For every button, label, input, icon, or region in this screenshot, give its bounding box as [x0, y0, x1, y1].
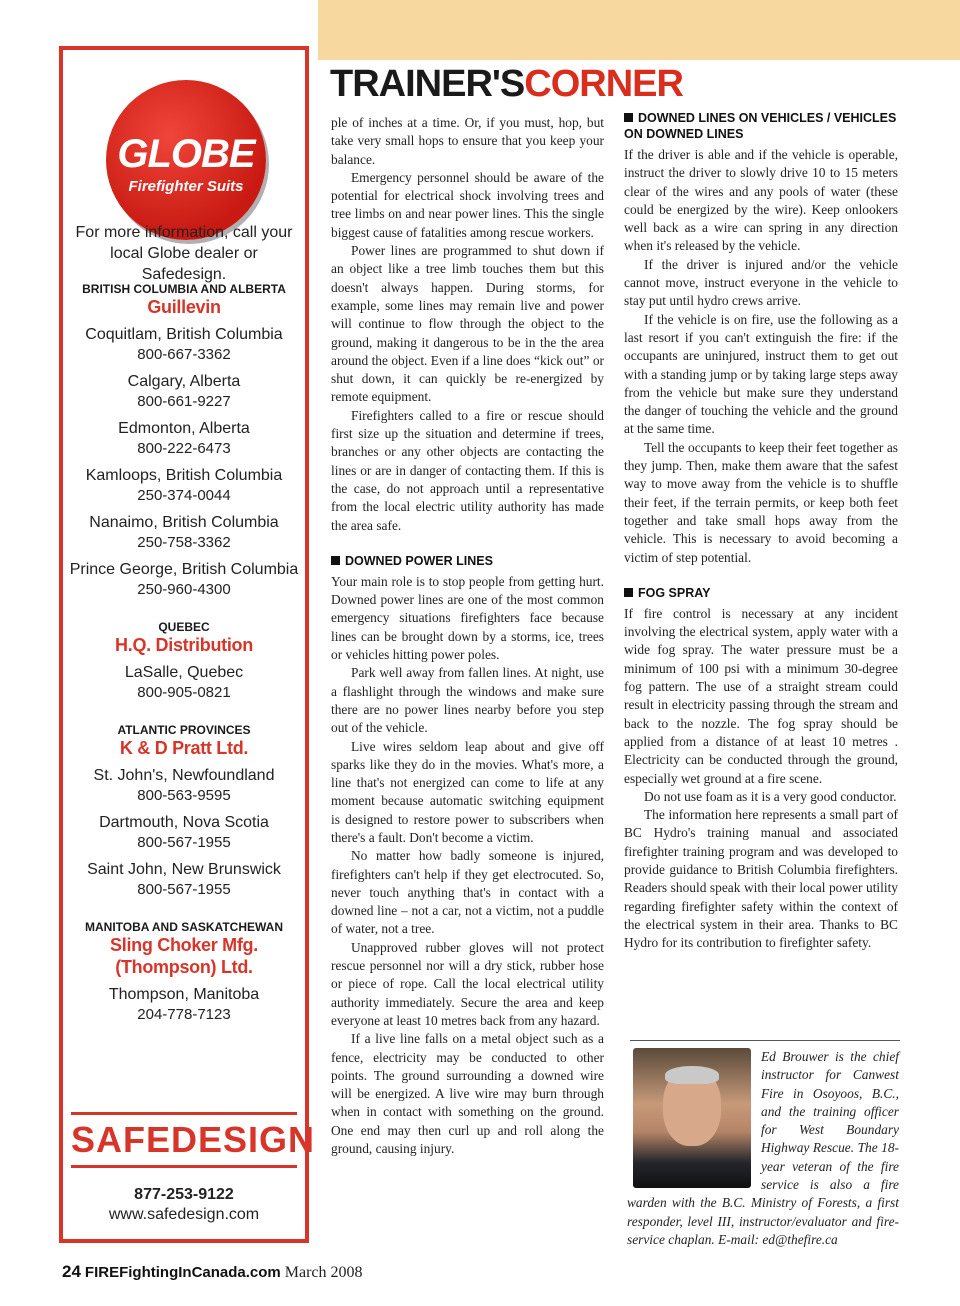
dealer-phone: 800-222-6473 — [137, 440, 231, 457]
section-heading — [330, 62, 683, 106]
paragraph: Live wires seldom leap about and give off sparks like they do in the movies. What's more, a line that's not energized can come to life at any moment because automatic switching equipment is designed to restore power to subscribers when there's a fault. Don't become a victim. — [331, 738, 604, 845]
dealer-city: Coquitlam, British Columbia — [85, 326, 283, 343]
paragraph: If fire control is necessary at any incident involving the electrical system, apply water with a wide fog spray. The water pressure must be a minimum of 100 psi with a minimum 30-degree fog pattern. The use of a straight stream could result in electricity passing through the stream and back to the nozzle. The fog spray should be applied from a distance of at least 10 metres . Electricity can be conducted through the ground, especially wet ground at a fire scene. — [624, 605, 898, 786]
paragraph: Emergency personnel should be aware of the potential for electrical shock involving trees and tree limbs on and near power lines. This the single biggest cause of fatalities among rescue workers. — [331, 169, 604, 240]
dealer-phone: 800-567-1955 — [137, 881, 231, 898]
header-color-band — [318, 0, 960, 60]
subheading-downed-lines-vehicles: DOWNED LINES ON VEHICLES / VEHICLES ON DOWNED LINES — [624, 111, 897, 141]
dealer-city: Edmonton, Alberta — [118, 420, 250, 437]
paragraph: Firefighters called to a fire or rescue should first size up the situation and determine if trees, branches or any other objects are contacting the lines or are in danger of contacting them. If this is the case, do not approach until a representative from the local electric utility authority has made the area safe. — [331, 407, 604, 533]
dealer-region — [67, 620, 301, 703]
subheading-fog-spray: FOG SPRAY — [624, 585, 898, 601]
dealer-region — [67, 282, 301, 600]
heading-trainers: TRAINER'S — [330, 63, 525, 105]
dealer-city: Saint John, New Brunswick — [87, 861, 281, 878]
dealer-name: Guillevin — [147, 297, 221, 317]
bio-divider — [630, 1040, 900, 1041]
paragraph: The information here represents a small part of BC Hydro's training manual and associated firefighter training program and was developed to provide guidance to British Columbia firefighters. Readers should speak with their local power utility regarding firefighter safety within the context of the electrical system in their area. Thanks to BC Hydro for its contribution to firefighter safety. — [624, 807, 898, 951]
dealer-city: St. John's, Newfoundland — [93, 767, 275, 784]
dealer-phone: 800-661-9227 — [137, 393, 231, 410]
heading-corner: CORNER — [524, 63, 683, 105]
page-number: 24 — [62, 1262, 81, 1281]
globe-logo-subtitle: Firefighter Suits — [128, 178, 244, 195]
dealer-name: K & D Pratt Ltd. — [119, 738, 249, 758]
paragraph: If the driver is able and if the vehicle is operable, instruct the driver to slowly drive 10 to 15 meters clear of the wires and any pools of water (these could be energized by the wire). Keep onlookers well back as a wire can spring in any direction when it's released by the vehicle. — [624, 147, 898, 254]
paragraph: Power lines are programmed to shut down if an object like a tree limb touches them but this doesn't always happen. During storms, for example, some lines may remain live and power will continue to flow through the object to the ground, making it dangerous to be in the the area around the object. Even if a line does “kick out” or shut down, it can quickly be re-energized by remote equipment. — [331, 243, 604, 405]
dealer-phone: 800-905-0821 — [137, 684, 231, 701]
article-column-1 — [331, 114, 604, 1158]
footer-site: FIREFightingInCanada.com — [84, 1264, 281, 1281]
globe-safedesign-advertisement — [59, 46, 316, 1243]
subheading-downed-power-lines: DOWNED POWER LINES — [331, 553, 604, 569]
ad-phone: 877-253-9122 — [134, 1186, 234, 1203]
paragraph: If a live line falls on a metal object such as a fence, electricity may be conducted to other points. The ground surrounding a downed wire will be energized. A live wire may burn through when in contact with something on the ground. One end may then curl up and roll along the ground, causing injury. — [331, 1031, 604, 1157]
dealer-phone: 250-758-3362 — [137, 534, 231, 551]
globe-logo-word: GLOBE — [117, 132, 255, 176]
footer-date: March 2008 — [284, 1264, 363, 1281]
author-bio-text: Ed Brouwer is the chief instructor for Canwest Fire in Osoyoos, B.C., and the training officer for West Boundary Highway Rescue. The 18-year veteran of the fire service is also a fire warden with the B.C. Ministry of Forests, a first responder, level III, instructor/evaluator and fire-service chaplan. E-mail: ed@thefire.ca — [627, 1049, 899, 1247]
safedesign-logo: SAFEDESIGN — [71, 1112, 297, 1168]
region-name: BRITISH COLUMBIA AND ALBERTA — [82, 282, 286, 296]
dealer-phone: 250-960-4300 — [137, 581, 231, 598]
paragraph: No matter how badly someone is injured, firefighters can't help if they get electrocuted. So, never touch anything that's in contact with a downed line – not a car, not a victim, not a puddle of water, not a tree. — [331, 848, 604, 937]
paragraph: Park well away from fallen lines. At night, use a flashlight through the windows and make sure there are no power lines nearby before you step out of the vehicle. — [331, 665, 604, 736]
region-name: ATLANTIC PROVINCES — [117, 723, 251, 737]
dealer-phone: 800-667-3362 — [137, 346, 231, 363]
paragraph: Tell the occupants to keep their feet together as they jump. Then, make them aware that the safest way to move away from the vehicle is to shuffle their feet, if the terrain permits, or keep both feet together and take small hops away from the vehicle. This is necessary to avoid becoming a victim of step potential. — [624, 439, 898, 565]
square-bullet-icon — [624, 588, 633, 597]
page-footer — [62, 1262, 363, 1283]
dealer-city: LaSalle, Quebec — [124, 664, 244, 681]
dealer-city: Dartmouth, Nova Scotia — [99, 814, 269, 831]
paragraph: ple of inches at a time. Or, if you must, hop, but take very small hops to ensure that you keep your balance. — [331, 115, 604, 167]
paragraph: If the vehicle is on fire, use the following as a last resort if you can't extinguish the fire: if the occupants are uninjured, instruct them to get out with a standing jump or by taking large steps away from the vehicle but make sure they understand the danger of touching the vehicle and the ground at the same time. — [624, 311, 898, 437]
paragraph: Unapproved rubber gloves will not protect rescue personnel nor will a dry stick, rubber hose or piece of rope. Call the local electrical utility authority immediately. Secure the area and keep everyone at least 10 metres back from any hazard. — [331, 939, 604, 1028]
dealer-phone: 204-778-7123 — [137, 1006, 231, 1023]
dealer-region — [67, 920, 301, 1025]
ad-intro-text: For more information, call your local Globe dealer or Safedesign. — [75, 224, 293, 283]
dealer-name: H.Q. Distribution — [115, 635, 253, 655]
dealer-city: Calgary, Alberta — [127, 373, 241, 390]
square-bullet-icon — [624, 113, 633, 122]
ad-website: www.safedesign.com — [108, 1206, 260, 1223]
dealer-region — [67, 723, 301, 900]
dealer-list — [67, 282, 301, 1025]
dealer-name: Sling Choker Mfg. (Thompson) Ltd. — [110, 935, 258, 977]
dealer-city: Kamloops, British Columbia — [85, 467, 283, 484]
paragraph: Your main role is to stop people from getting hurt. Downed power lines are one of the most common emergency situations firefighters face because lines can be brought down by a storms, ice, trees or vehicles hitting power poles. — [331, 573, 604, 663]
author-bio — [627, 1048, 899, 1249]
globe-logo — [106, 80, 266, 240]
region-name: QUEBEC — [158, 620, 210, 634]
paragraph: Do not use foam as it is a very good conductor. — [644, 788, 897, 804]
dealer-city: Prince George, British Columbia — [69, 561, 299, 578]
dealer-city: Nanaimo, British Columbia — [89, 514, 279, 531]
region-name: MANITOBA AND SASKATCHEWAN — [85, 920, 283, 934]
photo-spacer — [627, 1048, 761, 1188]
paragraph: If the driver is injured and/or the vehicle cannot move, instruct everyone in the vehicle to stay put until hydro crews arrive. — [624, 256, 898, 309]
dealer-phone: 250-374-0044 — [137, 487, 231, 504]
dealer-city: Thompson, Manitoba — [108, 986, 260, 1003]
square-bullet-icon — [331, 556, 340, 565]
dealer-phone: 800-563-9595 — [137, 787, 231, 804]
dealer-phone: 800-567-1955 — [137, 834, 231, 851]
article-column-2 — [624, 107, 898, 952]
